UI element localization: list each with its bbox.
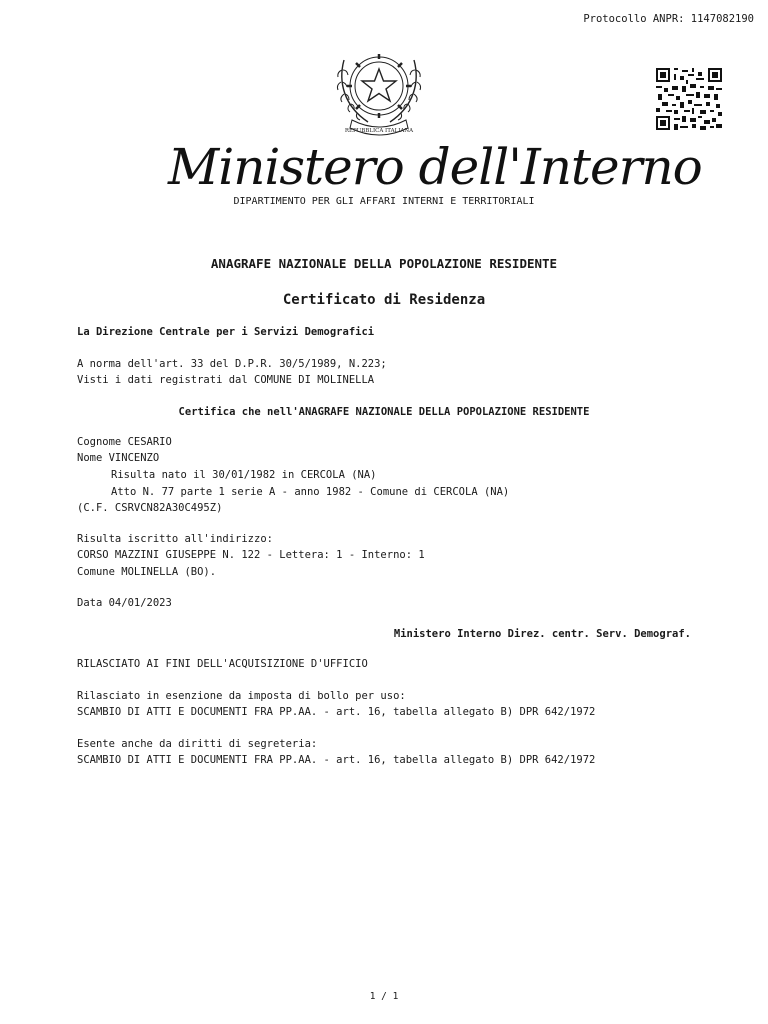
birth-info: Risulta nato il 30/01/1982 in CERCOLA (NA) bbox=[111, 469, 377, 481]
address-street: CORSO MAZZINI GIUSEPPE N. 122 - Lettera: 1 - Interno: 1 bbox=[77, 549, 425, 561]
legal-norm: A norma dell'art. 33 del D.P.R. 30/5/1989, N.223; bbox=[77, 358, 387, 370]
stamp-exemption-reason: SCAMBIO DI ATTI E DOCUMENTI FRA PP.AA. - art. 16, tabella allegato B) DPR 642/1972 bbox=[77, 706, 596, 718]
emblem-ribbon-text: REPUBBLICA ITALIANA bbox=[344, 128, 414, 134]
ministry-title: Ministero dell'Interno bbox=[168, 138, 702, 196]
first-name: Nome VINCENZO bbox=[77, 452, 160, 464]
department-name: DIPARTIMENTO PER GLI AFFARI INTERNI E TERRITORIALI bbox=[233, 196, 535, 207]
issuer-name: La Direzione Centrale per i Servizi Demografici bbox=[77, 326, 375, 338]
certificate-title: Certificato di Residenza bbox=[282, 292, 486, 308]
issue-date: Data 04/01/2023 bbox=[77, 597, 172, 609]
stamp-exemption-label: Rilasciato in esenzione da imposta di bollo per uso: bbox=[77, 690, 406, 702]
certifies-statement: Certifica che nell'ANAGRAFE NAZIONALE DELLA POPOLAZIONE RESIDENTE bbox=[178, 406, 590, 418]
birth-act: Atto N. 77 parte 1 serie A - anno 1982 - Comune di CERCOLA (NA) bbox=[111, 486, 510, 498]
protocol-number: Protocollo ANPR: 1147082190 bbox=[583, 13, 754, 25]
italian-republic-emblem-icon bbox=[334, 42, 424, 138]
qr-code-icon bbox=[656, 68, 722, 130]
fiscal-code: (C.F. CSRVCN82A30C495Z) bbox=[77, 502, 223, 514]
signature: Ministero Interno Direz. centr. Serv. Demograf. bbox=[393, 628, 691, 640]
surname: Cognome CESARIO bbox=[77, 436, 172, 448]
address-label: Risulta iscritto all'indirizzo: bbox=[77, 533, 273, 545]
fee-exemption-label: Esente anche da diritti di segreteria: bbox=[77, 738, 318, 750]
address-city: Comune MOLINELLA (BO). bbox=[77, 566, 217, 578]
purpose: RILASCIATO AI FINI DELL'ACQUISIZIONE D'UFFICIO bbox=[77, 658, 368, 670]
legal-source: Visti i dati registrati dal COMUNE DI MOLINELLA bbox=[77, 374, 375, 386]
page-number: 1 / 1 bbox=[369, 991, 399, 1002]
registry-title: ANAGRAFE NAZIONALE DELLA POPOLAZIONE RESIDENTE bbox=[210, 256, 558, 271]
fee-exemption-reason: SCAMBIO DI ATTI E DOCUMENTI FRA PP.AA. - art. 16, tabella allegato B) DPR 642/1972 bbox=[77, 754, 596, 766]
